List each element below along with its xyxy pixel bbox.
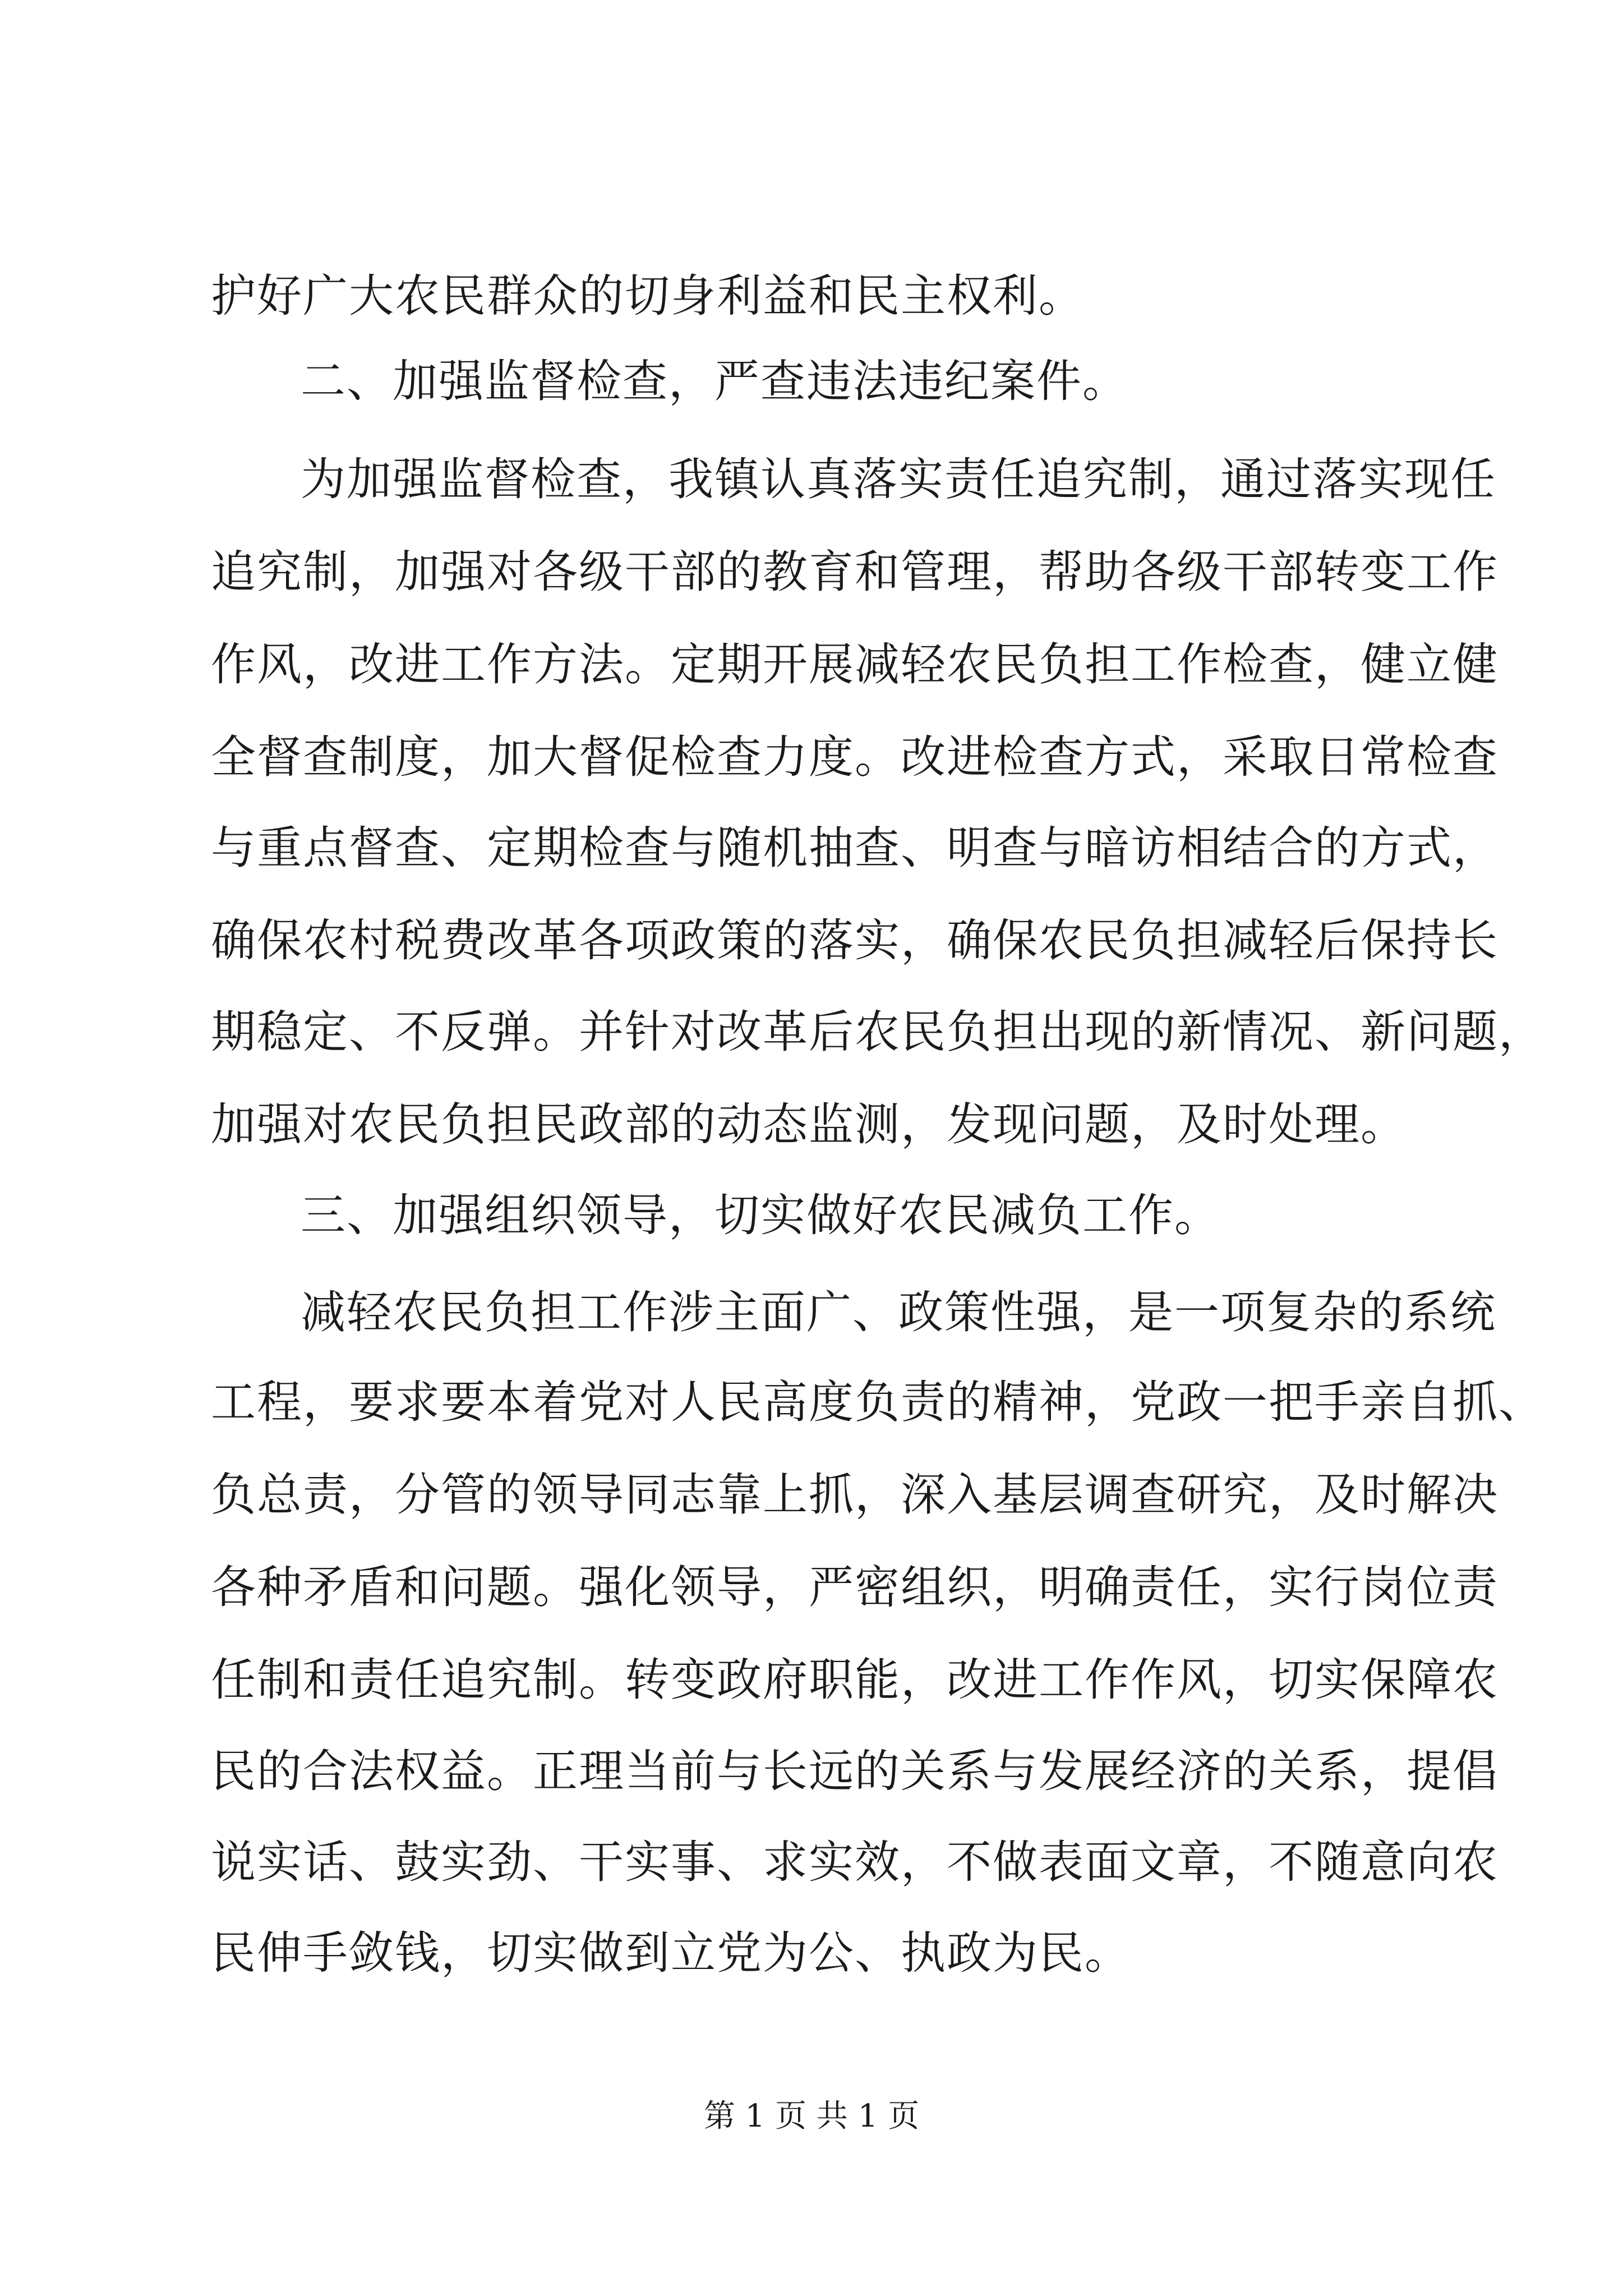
text-line: 减轻农民负担工作涉主面广、政策性强，是一项复杂的系统 <box>301 1286 1496 1338</box>
section-heading: 二、加强监督检查，严查违法违纪案件。 <box>301 355 1128 407</box>
text-line: 护好广大农民群众的切身利益和民主权利。 <box>211 270 1085 322</box>
text-line: 民伸手敛钱，切实做到立党为公、执政为民。 <box>211 1927 1131 1979</box>
text-line: 确保农村税费改革各项政策的落实，确保农民负担减轻后保持长 <box>211 914 1498 967</box>
text-line: 民的合法权益。正理当前与长远的关系与发展经济的关系，提倡 <box>211 1745 1498 1797</box>
section-heading: 三、加强组织领导，切实做好农民减负工作。 <box>301 1189 1220 1241</box>
page-footer: 第 1 页 共 1 页 <box>703 2098 920 2134</box>
text-line: 期稳定、不反弹。并针对改革后农民负担出现的新情况、新问题， <box>211 1006 1544 1058</box>
text-line: 追究制，加强对各级干部的教育和管理，帮助各级干部转变工作 <box>211 546 1498 598</box>
text-line: 工程，要求要本着党对人民高度负责的精神，党政一把手亲自抓、 <box>211 1376 1544 1428</box>
text-line: 与重点督查、定期检查与随机抽查、明查与暗访相结合的方式， <box>211 822 1498 874</box>
text-line: 负总责，分管的领导同志靠上抓，深入基层调查研究，及时解决 <box>211 1469 1498 1521</box>
text-line: 为加强监督检查，我镇认真落实责任追究制，通过落实现任 <box>301 453 1496 505</box>
text-line: 作风，改进工作方法。定期开展减轻农民负担工作检查，健立健 <box>211 638 1498 691</box>
text-line: 任制和责任追究制。转变政府职能，改进工作作风，切实保障农 <box>211 1654 1498 1706</box>
text-line: 各种矛盾和问题。强化领导，严密组织，明确责任，实行岗位责 <box>211 1561 1498 1613</box>
text-line: 说实话、鼓实劲、干实事、求实效，不做表面文章，不随意向农 <box>211 1836 1498 1888</box>
text-line: 加强对农民负担民政部的动态监测，发现问题，及时处理。 <box>211 1098 1407 1151</box>
text-line: 全督查制度，加大督促检查力度。改进检查方式，采取日常检查 <box>211 731 1498 783</box>
